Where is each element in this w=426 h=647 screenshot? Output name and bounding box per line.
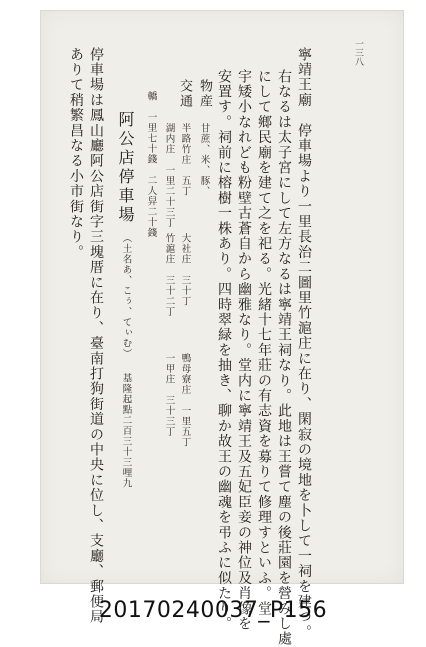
station-distance: 基隆起點二百三十三哩九 — [120, 373, 132, 489]
image-caption: 20170240037_P156 — [98, 598, 328, 623]
products-label: 物産 — [197, 79, 212, 109]
station-line-1: 停車場は鳳山廳阿公店街字三塊厝に在り、臺南打狗街道の中央に位し、支廳、郵便局 — [88, 47, 104, 625]
page-number: 一三八 — [353, 39, 363, 66]
products-value: 甘蔗、米、豚、 — [198, 123, 210, 197]
temple-line-4: 宇矮小なれども粉壁古蒼自から幽雅なり。堂内に寧靖王及五妃臣妾の神位及肖像を — [236, 69, 252, 632]
traffic-col3-row2: 一甲庄 三十三丁 — [163, 353, 175, 437]
station-title: 阿公店停車場 — [116, 111, 135, 225]
temple-line-5: 安置す。祠前に榕樹一株あり。四時翠緑を抽き、聊か故王の幽魂を弔ふに似たり。 — [216, 69, 232, 632]
station-reading: （土名あ、こぅ、てぃむ） — [120, 233, 132, 359]
traffic-col3-row1: 鴨母寮庄 一里五丁 — [179, 353, 191, 448]
traffic-col2-row2: 竹滬庄 三十二丁 — [163, 233, 175, 317]
traffic-col1-row2: 湖内庄 一里二十三丁 — [163, 123, 175, 228]
traffic-label: 交通 — [177, 79, 192, 109]
traffic-col1-row1: 半路竹庄 五丁 — [179, 123, 191, 197]
temple-line-1: 寧靖王廟 停車場より一里長治二圖里竹滬庄に在り、閑寂の境地を卜して一祠を建つ。 — [296, 47, 312, 640]
temple-line-2: 右なるは太子宮にして左方なるは寧靖王祠なり。此地は王嘗て塵の後莊園を營みし處 — [276, 69, 292, 647]
traffic-col2-row1: 大社庄 三十丁 — [179, 233, 191, 307]
traffic-fare: 轎 一里七十錢 二人舁二十錢 — [145, 91, 157, 238]
temple-line-3: にして鄉民廟を建て之を祀る。光緒十七年莊の有志資を募りて修理すといふ。堂 — [256, 69, 272, 617]
station-line-2: ありて稍繁昌なる小市街なり。 — [68, 47, 84, 260]
